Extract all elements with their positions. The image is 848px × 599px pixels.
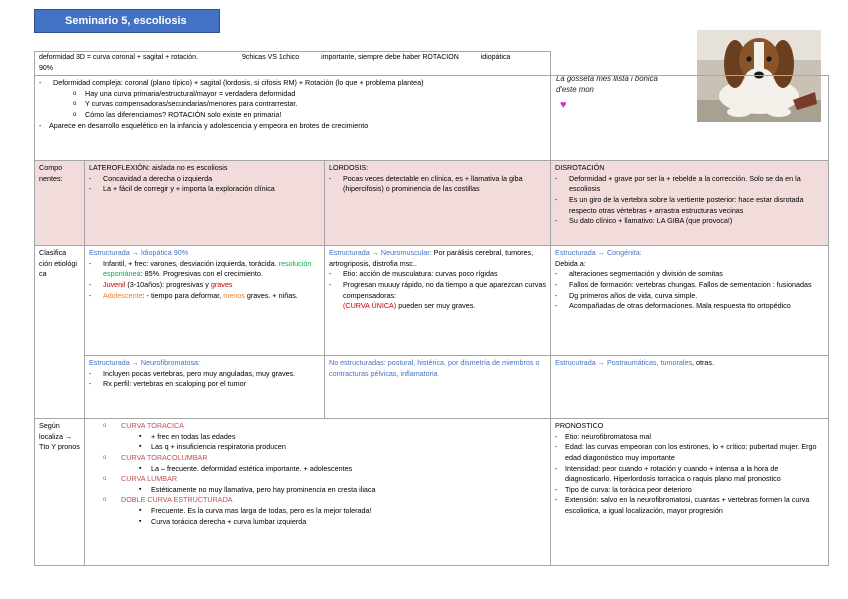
postraumaticas-cell: Estrucutrada → Postraumáticas, tumorales, otras. [551,356,829,419]
components-label: Compo nentes: [35,161,85,246]
neurofibromatosa-cell: Estructurada → Neurofibromatosa: - Incluyen pocas vertebras, pero muy anguladas, muy graves. - Rx perfil: vertebras en scaloping por el tumor [85,356,325,419]
clasificacion-label: Clasifica ción etiológi ca [35,246,85,419]
heart-icon: ♥ [560,99,567,111]
idiopatica-cell: Estructurada → Idiopática 90% - Infantil, + frec: varones, desviación izquierda, torácida. resolución espontánea: 85%. Progresivas con el crecimiento. - Juvenil (3-10años): progresivas y graves - Adolescente: - tiempo para deformar, menos graves. + niñas. [85,246,325,356]
document-title: Seminario 5, escoliosis [34,9,220,33]
localizacion-label: Según localiza → Tto Y pronos [35,419,85,566]
congenita-cell: Estructurada → Congénita: Debida a: - alteraciones segmentación y división de somitas - Fallos de formación: vertebras chungas. Fallos de sementacion : fusionadas - Dg primeros años de vida, curva simple. - Acompañadas de otras deformaciones. Mala respuesta tto ortopédico [551,246,829,356]
pronostico-cell: PRONOSTICO - Etio: neurofibromatosa mal - Edad: las curvas empeoran con los estirones, lo + crítico: pubertad mujer. Ergo edad diagonóstico muy importante - Intensidad: peor cuando + rotación y cuando + intensa a la hora de diagnosticarlo. Hiperlordosis torracica o raquis plano mal pronostico - Tipo de curva: la torácica peor deterioro - Extensión: salvo en la neurofibromatosi, cuantas + vertebras formen la curva escoliotica, a igual localización, mayor progresión [551,419,829,566]
summary-table [34,51,829,566]
intro-cell: - Deformidad compleja: coronal (plano típico) + sagital (lordosis, si cifosis RM) + Rotación (lo que + problema plantea) o Hay una curva primaria/estructural/mayor = verdadera deformidad o Y curvas compensadoras/secundarias/menores para contrarrestar. o Cómo las diferenciamos? ROTACIÓN solo existe en primaria! - Aparece en desarrollo esquelético en la infancia y adolescencia y empeora en brotes de crecimiento [35,76,551,161]
summary-row: deformidad 3D = curva coronal + sagital + rotación. 9chicas VS 1chico importante, siempre debe haber ROTACION idiopática 90% [35,52,551,76]
no-estructuradas-cell: No estructuradas: postural, histérica, por dismetría de miembros o contracturas pélvicas, inflamatoria [325,356,551,419]
lateroflexion-cell: LATEROFLEXIÓN: aislada no es escoliosis - Concavidad a derecha o izquierda - La + fácil de corregir y + importa la exploración clínica [85,161,325,246]
localizacion-cell: o CURVA TORACICA ▪ + frec en todas las edades ▪ Las q + insuficiencia respiratoria producen o CURVA TORACOLUMBAR ▪ La – frecuente. deformidad estética importante. + adolescentes o CURVA LUMBAR ▪ Estéticamente no muy llamativa, pero hay prominencia en cresta iliaca o DOBLE CURVA ESTRUCTURADA ▪ Frecuente. Es la curva mas larga de todas, pero es la mejor tolerada! ▪ Curva torácica derecha + curva lumbar izquierda [85,419,551,566]
disrotacion-cell: DISROTACIÓN - Deformidad + grave por ser la + rebelde a la corrección. Solo se da en la escoliosis - Es un giro de la vertebra sobre la vertiente posterior: hace estar disrotada respecto otras vértebras + arrastra estructuras vecinas - Su dato clínico + llamativo: LA GIBA (que provoca!) [551,161,829,246]
side-note: La gosseta més llista i bonica d'este mon [556,74,658,94]
lordosis-cell: LORDOSIS: - Pocas veces detectable en clínica, es + llamativa la giba (hipercifosis) o prominencia de las costillas [325,161,551,246]
neuromuscular-cell: Estructurada → Neuromuscular: Por parálisis cerebral, tumores, artrogriposis, distrofia msc.. - Etio: acción de musculatura: curvas poco rígidas - Progresan muuuy rápido, no da tiempo a que aparezcan curvas compensadoras: (CURVA ÚNICA) pueden ser muy graves. [325,246,551,356]
